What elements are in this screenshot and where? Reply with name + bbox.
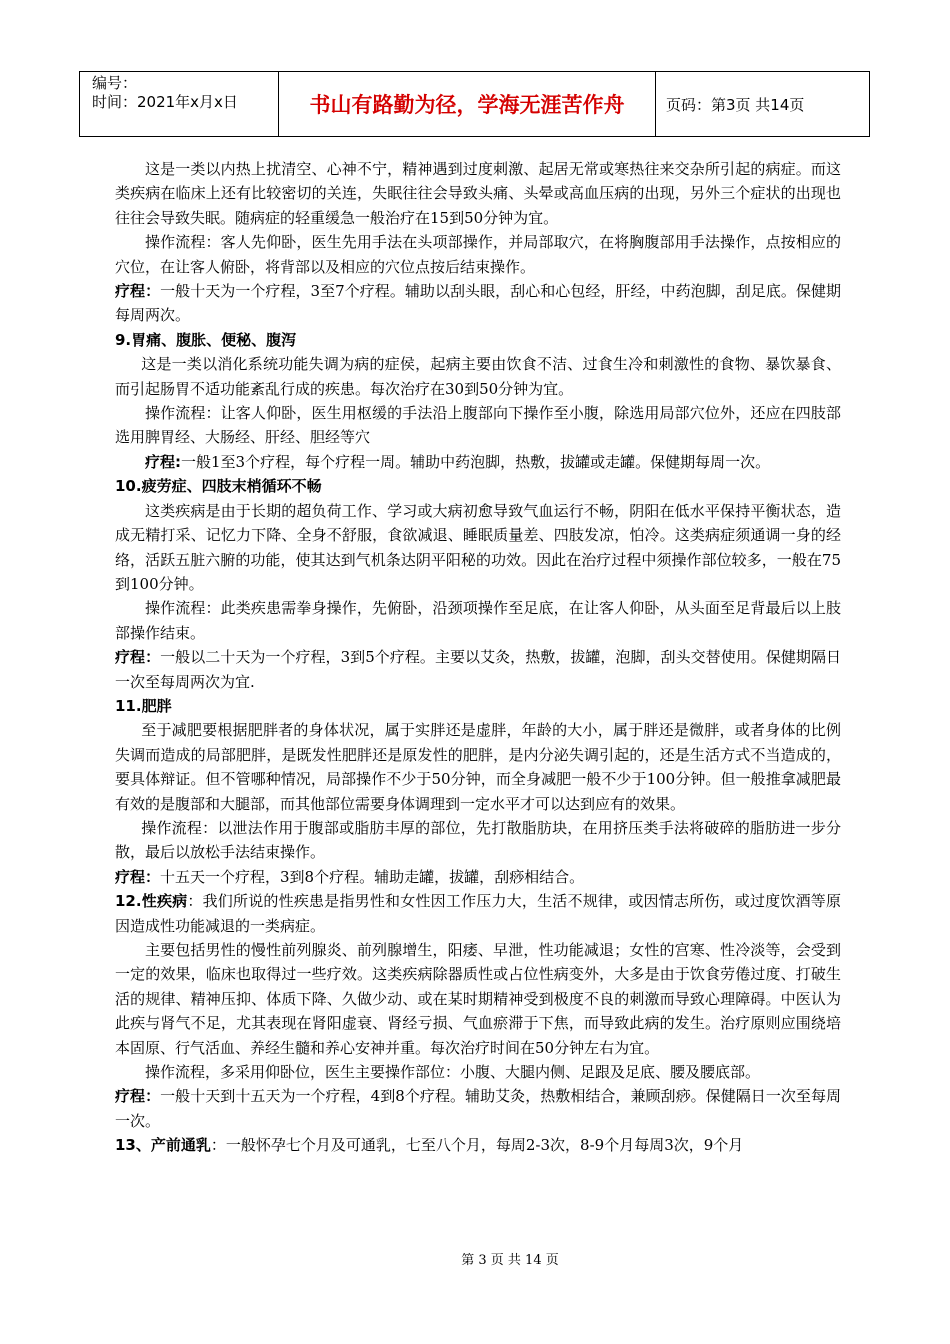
- document-body: [115, 157, 841, 1158]
- section-heading-10: 10.疲劳症、四肢末梢循环不畅: [115, 477, 322, 496]
- section-heading-13: [115, 1133, 841, 1157]
- course-text: 十五天一个疗程，3到8个疗程。辅助走罐，拔罐，刮痧相结合。: [160, 867, 585, 886]
- section-heading-12: [115, 889, 841, 938]
- course-text: 一般十天到十五天为一个疗程，4到8个疗程。辅助艾灸，热敷相结合，兼顾刮痧。保健隔日一次至每周一次。: [115, 1087, 841, 1130]
- page-footer: 第 3 页 共 14 页: [461, 1253, 559, 1268]
- treatment-course: [115, 865, 841, 889]
- header-meta: [80, 72, 279, 136]
- paragraph: 这是一类以消化系统功能失调为病的症侯，起病主要由饮食不洁、过食生冷和刺激性的食物、暴饮暴食、而引起肠胃不适功能紊乱行成的疾患。每次治疗在30到50分钟为宜。: [115, 355, 841, 398]
- header-number-label: 编号：: [92, 74, 138, 92]
- header-page-info: 页码：第3页 共14页: [666, 95, 805, 114]
- header-motto: 书山有路勤为径，学海无涯苦作舟: [279, 72, 656, 136]
- heading-label: 13、产前通乳: [115, 1136, 211, 1155]
- course-text: 一般1至3个疗程，每个疗程一周。辅助中药泡脚，热敷，拔罐或走罐。保健期每周一次。: [181, 452, 771, 471]
- paragraph: 主要包括男性的慢性前列腺炎、前列腺增生，阳痿、早泄，性功能减退；女性的宫寒、性冷淡等，会受到一定的效果，临床也取得过一些疗效。这类疾病除器质性或占位性病变外，大多是由于饮食劳倦过度、打破生活的规律、精神压抑、体质下降、久做少动、或在某时期精神受到极度不良的刺激而导致心理障碍。中医认为此疾与肾气不足，尤其表现在肾阳虚衰、肾经亏损、气血瘀滞于下焦，而导致此病的发生。治疗原则应围绕培本固原、行气活血、养经生髓和养心安神并重。每次治疗时间在50分钟左右为宜。: [115, 941, 841, 1057]
- paragraph: 至于减肥要根据肥胖者的身体状况，属于实胖还是虚胖，年龄的大小，属于胖还是微胖，或者身体的比例失调而造成的局部肥胖，是既发性肥胖还是原发性的肥胖，是内分泌失调引起的，还是生活方式不当造成的，要具体辩证。但不管哪种情况，局部操作不少于50分钟，而全身减肥一般不少于100分钟。但一般推拿减肥最有效的是腹部和大腿部，而其他部位需要身体调理到一定水平才可以达到应有的效果。: [115, 721, 841, 813]
- heading-text: ：我们所说的性疾患是指男性和女性因工作压力大，生活不规律，或因情志所伤，或过度饮酒等原因造成性功能减退的一类病症。: [115, 892, 841, 935]
- treatment-course: [115, 645, 841, 694]
- paragraph: 操作流程：客人先仰卧，医生先用手法在头项部操作，并局部取穴，在将胸腹部用手法操作，点按相应的穴位，在让客人俯卧，将背部以及相应的穴位点按后结束操作。: [115, 233, 841, 276]
- section-heading-9: 9.胃痛、腹胀、便秘、腹泻: [115, 330, 297, 349]
- heading-label: 12.性疾病: [115, 892, 188, 911]
- course-label: 疗程：: [115, 648, 161, 667]
- heading-text: ：一般怀孕七个月及可通乳，七至八个月，每周2-3次，8-9个月每周3次，9个月: [210, 1136, 744, 1155]
- course-label: 疗程：: [115, 1087, 161, 1106]
- course-text: 一般十天为一个疗程，3至7个疗程。辅助以刮头眼，刮心和心包经，肝经，中药泡脚，刮足底。保健期每周两次。: [115, 282, 841, 325]
- paragraph: 操作流程：以泄法作用于腹部或脂肪丰厚的部位，先打散脂肪块，在用挤压类手法将破碎的脂肪进一步分散，最后以放松手法结束操作。: [115, 818, 841, 862]
- page-header: [79, 71, 870, 137]
- treatment-course: [115, 450, 841, 474]
- section-heading-11: 11.肥胖: [115, 696, 172, 715]
- header-date: 时间：2021年x月x日: [92, 93, 238, 111]
- course-label: 疗程:: [145, 452, 181, 471]
- course-label: 疗程：: [115, 282, 161, 301]
- treatment-course: [115, 1084, 841, 1133]
- paragraph: 这类疾病是由于长期的超负荷工作、学习或大病初愈导致气血运行不畅，阴阳在低水平保持平衡状态，造成无精打采、记忆力下降、全身不舒服，食欲减退、睡眠质量差、四肢发凉，怕冷。这类病症须通调一身的经络，活跃五脏六腑的功能，使其达到气机条达阴平阳秘的功效。因此在治疗过程中须操作部位较多，一般在75到100分钟。: [115, 501, 841, 593]
- paragraph: 这是一类以内热上扰清空、心神不宁，精神遇到过度刺激、起居无常或寒热往来交杂所引起的病症。而这类疾病在临床上还有比较密切的关连，失眠往往会导致头痛、头晕或高血压病的出现，另外三个症状的出现也往往会导致失眠。随病症的轻重缓急一般治疗在15到50分钟为宜。: [115, 160, 841, 227]
- paragraph: 操作流程：此类疾患需拳身操作，先俯卧，沿颈项操作至足底，在让客人仰卧，从头面至足背最后以上肢部操作结束。: [115, 599, 841, 642]
- course-text: 一般以二十天为一个疗程，3到5个疗程。主要以艾灸，热敷，拔罐，泡脚，刮头交替使用。保健期隔日一次至每周两次为宜.: [115, 648, 841, 691]
- treatment-course: [115, 279, 841, 328]
- course-label: 疗程：: [115, 867, 161, 886]
- paragraph: 操作流程：让客人仰卧，医生用枢缓的手法沿上腹部向下操作至小腹，除选用局部穴位外，还应在四肢部选用脾胃经、大肠经、肝经、胆经等穴: [115, 404, 841, 447]
- paragraph: 操作流程，多采用仰卧位，医生主要操作部位：小腹、大腿内侧、足跟及足底、腰及腰底部。: [145, 1063, 761, 1082]
